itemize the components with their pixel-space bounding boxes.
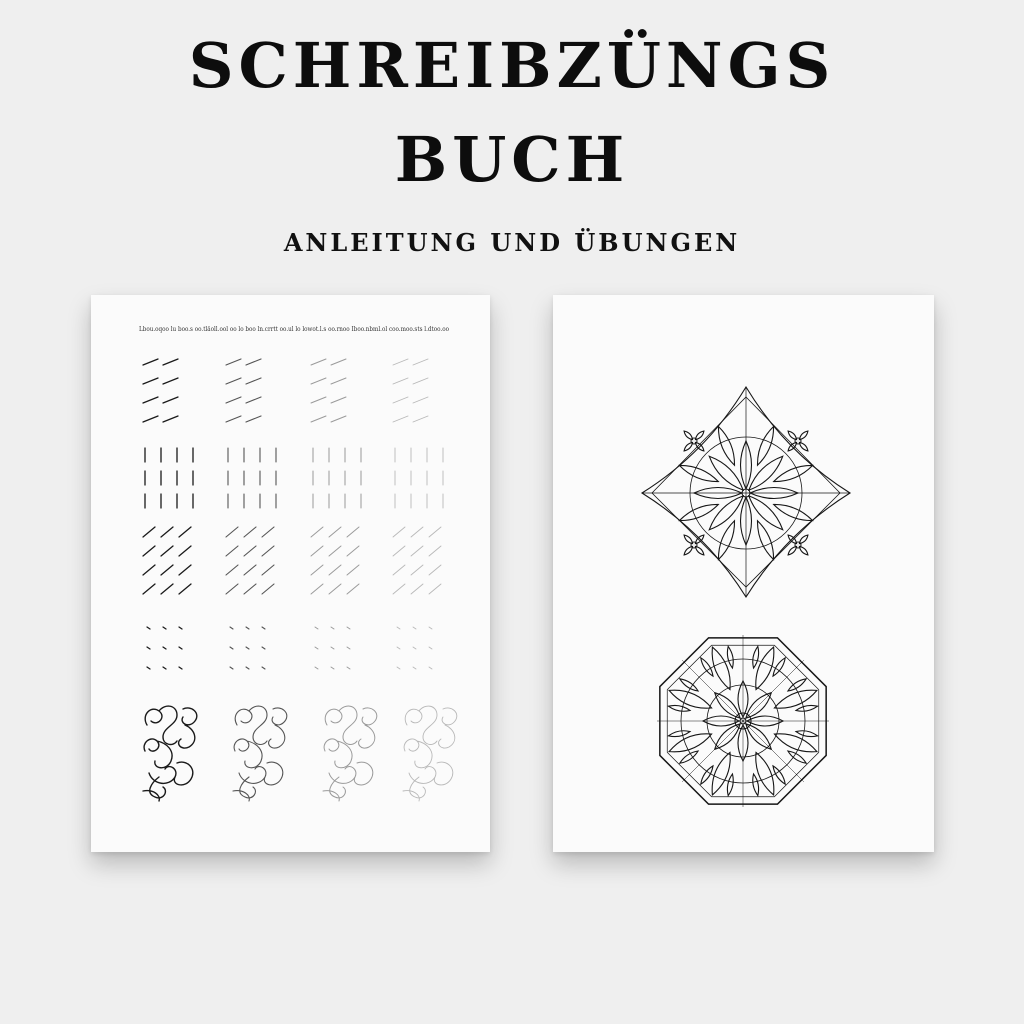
flourish-curve xyxy=(324,739,352,768)
diagonal-stroke xyxy=(393,397,408,403)
mandala-petal xyxy=(709,456,743,490)
slanted-stroke xyxy=(244,527,256,537)
slanted-stroke xyxy=(329,584,341,594)
flourish-curve xyxy=(234,739,262,768)
slanted-stroke xyxy=(411,584,423,594)
mandala-petal xyxy=(679,504,718,520)
diagonal-stroke xyxy=(331,397,346,403)
slanted-stroke xyxy=(329,565,341,575)
slanted-stroke xyxy=(143,584,155,594)
diagonal-stroke xyxy=(331,359,346,365)
mandala-petal xyxy=(727,774,733,796)
dot-stroke-group xyxy=(315,627,350,669)
flourish-curve xyxy=(179,708,197,748)
diagonal-stroke xyxy=(143,397,158,403)
slanted-stroke xyxy=(161,527,173,537)
mandala-petal xyxy=(753,774,759,796)
diagonal-stroke-group xyxy=(226,359,261,422)
diagonal-stroke xyxy=(246,359,261,365)
dot-stroke xyxy=(429,667,432,669)
slanted-stroke xyxy=(393,546,405,556)
diagonal-stroke xyxy=(163,378,178,384)
diagonal-stroke xyxy=(143,359,158,365)
dot-stroke xyxy=(347,647,350,649)
mandala-petal xyxy=(788,431,796,439)
octagon-spoke xyxy=(682,660,743,721)
dot-stroke xyxy=(230,627,233,629)
mandala-petal xyxy=(788,546,796,554)
dot-stroke xyxy=(429,647,432,649)
diagonal-stroke xyxy=(163,416,178,422)
diagonal-stroke xyxy=(393,359,408,365)
diagonal-stroke xyxy=(246,378,261,384)
mandala-petal xyxy=(796,705,818,711)
dot-stroke xyxy=(147,647,150,649)
mandala-petal xyxy=(757,426,773,465)
slanted-stroke xyxy=(179,546,191,556)
flourish-curve xyxy=(325,706,357,744)
dot-stroke xyxy=(179,627,182,629)
octagon-mandala xyxy=(657,635,829,807)
mandala-petal xyxy=(684,535,692,543)
mandala-petal xyxy=(773,658,785,676)
slanted-stroke xyxy=(226,546,238,556)
cover-subtitle: ANLEITUNG UND ÜBUNGEN xyxy=(283,228,741,257)
mandala-petal xyxy=(796,731,818,737)
octagon-spoke xyxy=(743,721,804,782)
mandala-petal xyxy=(695,431,703,439)
slanted-stroke xyxy=(311,527,323,537)
diagonal-stroke xyxy=(393,378,408,384)
mandala-petal xyxy=(757,521,773,560)
slanted-stroke xyxy=(161,546,173,556)
dot-stroke xyxy=(315,667,318,669)
mandala-petal xyxy=(799,535,807,543)
vertical-stroke-group xyxy=(228,448,276,508)
mandala-petal xyxy=(727,646,733,668)
slanted-stroke xyxy=(411,527,423,537)
dot-stroke xyxy=(246,667,249,669)
flourish-curve xyxy=(439,708,457,748)
slanted-stroke-group xyxy=(143,527,191,594)
slanted-stroke xyxy=(244,584,256,594)
slanted-stroke xyxy=(244,546,256,556)
diagonal-stroke xyxy=(226,378,241,384)
diagonal-stroke xyxy=(311,359,326,365)
mandala-petal xyxy=(680,751,698,763)
slanted-stroke xyxy=(347,584,359,594)
diagonal-stroke-group xyxy=(393,359,428,422)
diagonal-stroke xyxy=(413,359,428,365)
slanted-stroke xyxy=(262,584,274,594)
mandala-petal xyxy=(701,658,713,676)
diamond-mandala xyxy=(642,387,850,597)
mandala-petal xyxy=(684,442,692,450)
dot-stroke-group xyxy=(147,627,182,669)
dot-stroke xyxy=(413,647,416,649)
slanted-stroke xyxy=(393,584,405,594)
dot-stroke xyxy=(315,627,318,629)
slanted-stroke xyxy=(179,527,191,537)
mandala-petal xyxy=(749,456,783,490)
dot-stroke xyxy=(147,627,150,629)
diagonal-stroke xyxy=(246,397,261,403)
dot-stroke xyxy=(331,627,334,629)
slanted-stroke xyxy=(429,565,441,575)
flourish-stroke xyxy=(143,706,197,801)
diagonal-stroke-group xyxy=(311,359,346,422)
slanted-stroke xyxy=(143,527,155,537)
ornament-page xyxy=(553,295,934,852)
mandala-petal xyxy=(668,731,690,737)
diagonal-stroke xyxy=(331,416,346,422)
diamond-node xyxy=(691,542,697,548)
mandala-petal xyxy=(679,465,718,481)
dot-stroke xyxy=(429,627,432,629)
slanted-stroke-group xyxy=(226,527,274,594)
flourish-curve xyxy=(144,739,172,768)
dot-stroke xyxy=(315,647,318,649)
dot-stroke xyxy=(262,667,265,669)
diagonal-stroke xyxy=(226,359,241,365)
mandala-petal xyxy=(701,766,713,784)
octagon-spoke xyxy=(682,721,743,782)
dot-stroke xyxy=(347,667,350,669)
diagonal-stroke xyxy=(246,416,261,422)
dot-stroke xyxy=(331,647,334,649)
slanted-stroke xyxy=(311,565,323,575)
slanted-stroke xyxy=(411,546,423,556)
slanted-stroke xyxy=(347,546,359,556)
dot-stroke xyxy=(347,627,350,629)
slanted-stroke-group xyxy=(311,527,359,594)
slanted-stroke xyxy=(329,546,341,556)
dot-stroke xyxy=(397,667,400,669)
flourish-curve xyxy=(405,706,437,744)
diagonal-stroke xyxy=(413,416,428,422)
slanted-stroke xyxy=(226,584,238,594)
mandala-petal xyxy=(709,496,743,530)
dot-stroke xyxy=(397,627,400,629)
mandala-petal xyxy=(718,426,734,465)
ornament-drawing xyxy=(553,295,934,852)
slanted-stroke xyxy=(429,546,441,556)
diagonal-stroke xyxy=(413,378,428,384)
cover-title-line-2: BUCH xyxy=(394,123,630,196)
slanted-stroke xyxy=(143,546,155,556)
slanted-stroke xyxy=(161,565,173,575)
slanted-stroke xyxy=(311,546,323,556)
mandala-petal xyxy=(695,546,703,554)
mandala-petal xyxy=(684,546,692,554)
dot-stroke xyxy=(163,667,166,669)
mandala-petal xyxy=(753,646,759,668)
slanted-stroke xyxy=(179,565,191,575)
slanted-stroke xyxy=(226,527,238,537)
mandala-petal xyxy=(799,442,807,450)
mandala-petal xyxy=(788,751,806,763)
diagonal-stroke xyxy=(226,416,241,422)
slanted-stroke xyxy=(244,565,256,575)
dot-stroke xyxy=(179,667,182,669)
flourish-stroke xyxy=(233,706,287,801)
mandala-petal xyxy=(684,431,692,439)
slanted-stroke xyxy=(429,584,441,594)
diamond-node xyxy=(795,542,801,548)
flourish-curve xyxy=(143,777,165,801)
vertical-stroke-group xyxy=(313,448,361,508)
slanted-stroke xyxy=(262,527,274,537)
slanted-stroke xyxy=(226,565,238,575)
flourish-curve xyxy=(323,777,345,801)
flourish-curve xyxy=(404,739,432,768)
diagonal-stroke xyxy=(226,397,241,403)
dot-stroke xyxy=(246,627,249,629)
vertical-stroke-group xyxy=(145,448,193,508)
flourish-curve xyxy=(359,708,377,748)
slanted-stroke xyxy=(143,565,155,575)
dot-stroke xyxy=(163,627,166,629)
slanted-stroke xyxy=(411,565,423,575)
mandala-petal xyxy=(774,465,813,481)
slanted-stroke xyxy=(393,565,405,575)
diagonal-stroke-group xyxy=(143,359,178,422)
diagonal-stroke xyxy=(143,378,158,384)
diagonal-stroke xyxy=(311,378,326,384)
mandala-petal xyxy=(788,679,806,691)
slanted-stroke xyxy=(347,527,359,537)
diagonal-stroke xyxy=(393,416,408,422)
diagonal-stroke xyxy=(311,397,326,403)
diagonal-stroke xyxy=(331,378,346,384)
dot-stroke xyxy=(230,647,233,649)
slanted-stroke xyxy=(393,527,405,537)
flourish-stroke xyxy=(323,706,377,801)
slanted-stroke xyxy=(347,565,359,575)
diamond-node xyxy=(691,438,697,444)
exercise-header-text: Lbou.oqoo lu boo.s oo.tläoll.ool oo lo boo ln.crrtt oo.ul lo lowot.l.s oo.rnoo Iboo.nbml.ol coo.moo.sts l.dtoo.oo xyxy=(139,325,450,333)
dot-stroke xyxy=(147,667,150,669)
diagonal-stroke xyxy=(311,416,326,422)
slanted-stroke xyxy=(429,527,441,537)
flourish-curve xyxy=(233,777,255,801)
dot-stroke xyxy=(397,647,400,649)
dot-stroke xyxy=(179,647,182,649)
mandala-petal xyxy=(774,504,813,520)
dot-stroke xyxy=(331,667,334,669)
flourish-stroke xyxy=(403,706,457,801)
flourish-curve xyxy=(269,708,287,748)
octagon-spoke xyxy=(743,660,804,721)
slanted-stroke xyxy=(179,584,191,594)
exercise-page xyxy=(91,295,490,852)
mandala-petal xyxy=(799,431,807,439)
dot-stroke xyxy=(230,667,233,669)
diagonal-stroke xyxy=(163,359,178,365)
vertical-stroke-group xyxy=(395,448,443,508)
exercise-drawing xyxy=(91,295,490,852)
dot-stroke xyxy=(262,647,265,649)
dot-stroke-group xyxy=(397,627,432,669)
dot-stroke xyxy=(262,627,265,629)
dot-stroke xyxy=(413,667,416,669)
dot-stroke-group xyxy=(230,627,265,669)
mandala-petal xyxy=(799,546,807,554)
mandala-petal xyxy=(680,679,698,691)
dot-stroke xyxy=(163,647,166,649)
mandala-petal xyxy=(773,766,785,784)
diagonal-stroke xyxy=(143,416,158,422)
slanted-stroke xyxy=(311,584,323,594)
mandala-petal xyxy=(718,521,734,560)
diamond-node xyxy=(795,438,801,444)
mandala-petal xyxy=(749,496,783,530)
slanted-stroke xyxy=(262,565,274,575)
dot-stroke xyxy=(246,647,249,649)
mandala-petal xyxy=(668,705,690,711)
cover-title-line-1: SCHREIBZÜNGS xyxy=(188,29,836,102)
diagonal-stroke xyxy=(163,397,178,403)
slanted-stroke xyxy=(329,527,341,537)
diagonal-stroke xyxy=(413,397,428,403)
slanted-stroke xyxy=(262,546,274,556)
slanted-stroke xyxy=(161,584,173,594)
slanted-stroke-group xyxy=(393,527,441,594)
dot-stroke xyxy=(413,627,416,629)
